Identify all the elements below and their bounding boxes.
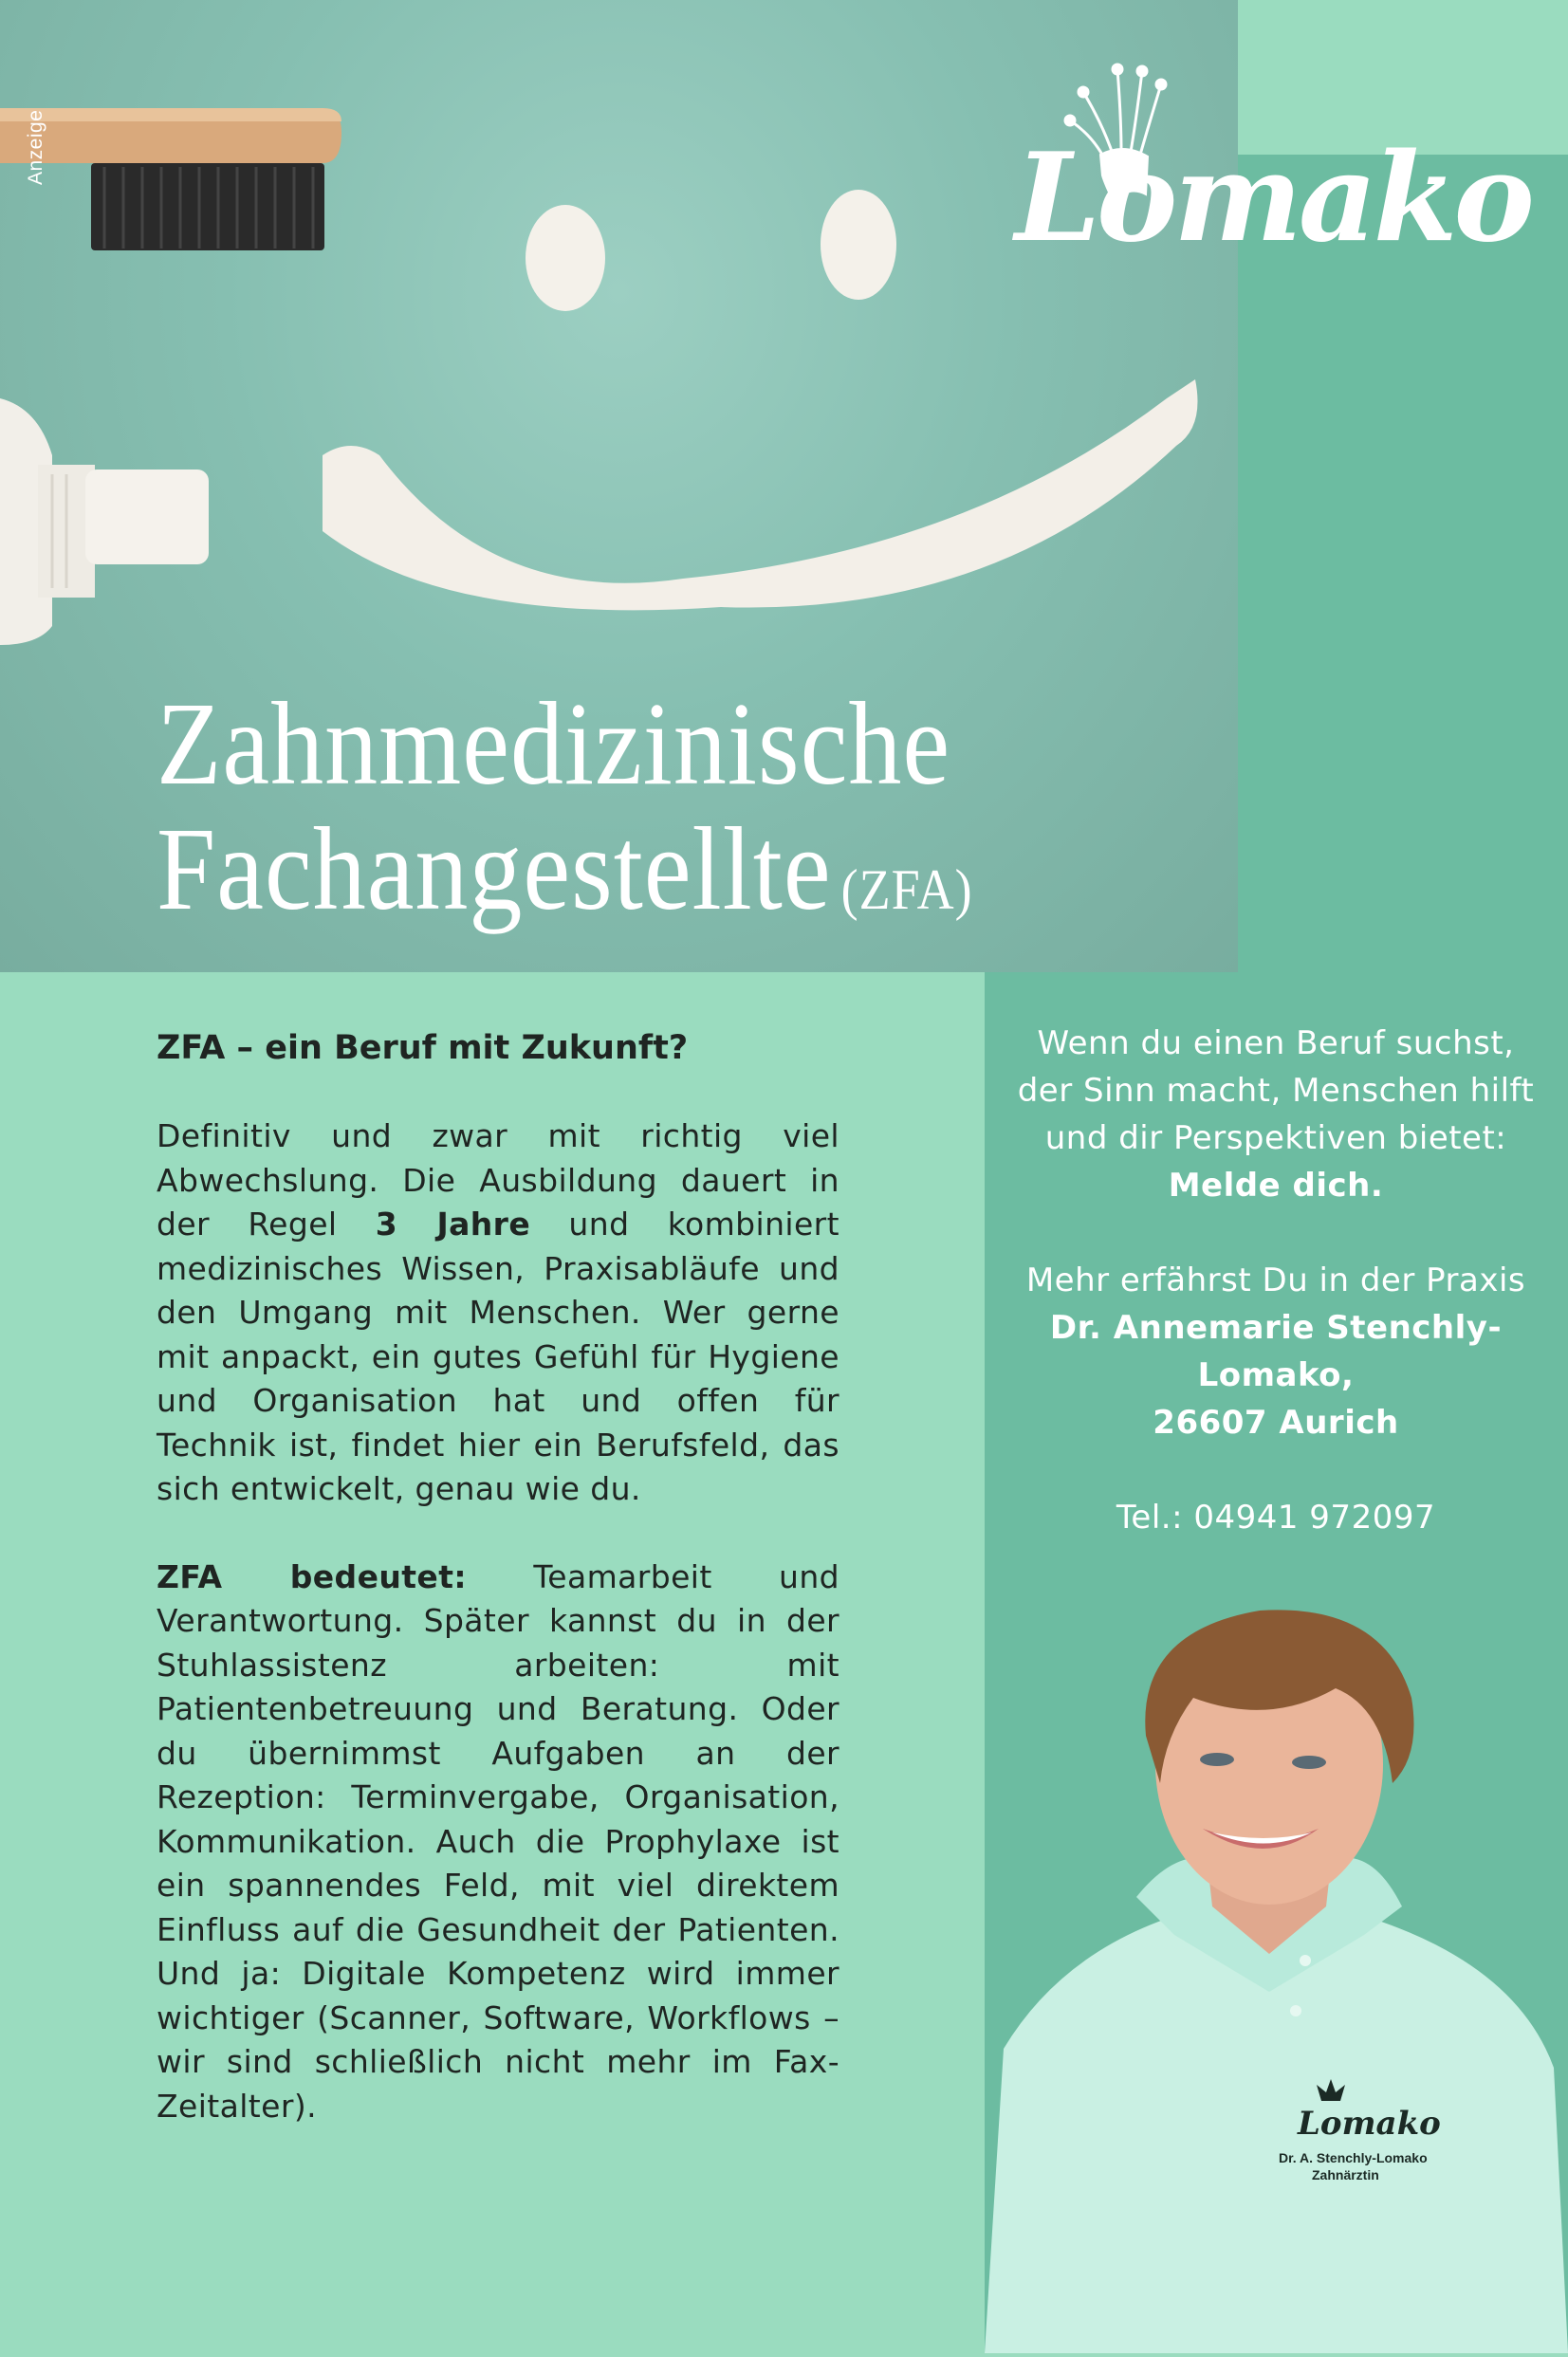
ad-label: Anzeige: [25, 109, 46, 185]
practice-info: [1015, 1257, 1537, 1446]
cta-intro: Wenn du einen Beruf suchst, der Sinn macht, Menschen hilft und dir Perspektiven bietet:: [1017, 1024, 1535, 1157]
svg-text:Zahnärztin: Zahnärztin: [1312, 2167, 1379, 2182]
headline-line-2: [157, 803, 973, 936]
headline-abbreviation: (ZFA): [840, 857, 973, 922]
practice-name: Dr. Annemarie Stenchly-Lomako,: [1049, 1309, 1503, 1394]
phone-number[interactable]: Tel.: 04941 972097: [1116, 1499, 1436, 1537]
toothpaste-tube-icon: [0, 398, 209, 645]
call-to-action: [1015, 1020, 1537, 1209]
svg-text:Dr. A. Stenchly-Lomako: Dr. A. Stenchly-Lomako: [1279, 2150, 1428, 2165]
paragraph-text: Teamarbeit und Verantwortung. Später kannst du in der Stuhlassistenz arbeiten: mit Patientenbetreuung und Beratung. Oder du übernimmst Aufgaben an der Rezeption: Terminvergabe, Organisation, Kommunikation. Auch die Prophylaxe ist ein spannendes Feld, mit viel direktem Einfluss auf die Gesundheit der Patienten. Und ja: Digitale Kompetenz wird immer wichtiger (Scanner, Software, Workflows – wir sind schließlich nicht mehr im Fax-Zeitalter).: [157, 1557, 839, 2125]
section-heading: ZFA – ein Beruf mit Zukunft?: [157, 1029, 689, 1067]
toothpaste-blob-right: [821, 190, 896, 300]
toothpaste-blob-left: [526, 205, 605, 311]
paragraph-meaning: [157, 1556, 839, 2129]
paragraph-text: und kombiniert medizinisches Wissen, Praxisabläufe und den Umgang mit Menschen. Wer gerne mit anpackt, ein gutes Gefühl für Hygiene und Organisation hat und offen für Technik ist, findet hier ein Berufsfeld, das sich entwickelt, genau wie du.: [157, 1206, 839, 1507]
cta-label: Melde dich.: [1168, 1167, 1384, 1205]
svg-text:Lomako: Lomako: [1298, 2105, 1441, 2143]
paragraph-lead: ZFA bedeutet:: [157, 1557, 467, 1595]
paragraph-intro: [157, 1114, 839, 1512]
toothpaste-smile: [323, 379, 1198, 610]
training-duration: 3 Jahre: [375, 1206, 531, 1243]
brand-wordmark: Lomako: [1015, 127, 1531, 269]
practice-prefix: Mehr erfährst Du in der Praxis: [1025, 1261, 1526, 1299]
practice-address: 26607 Aurich: [1153, 1404, 1399, 1442]
headline-line-1: Zahnmedizinische: [157, 678, 951, 811]
job-description: [157, 1024, 839, 2172]
headline-word: Fachangestellte: [157, 803, 832, 936]
toothbrush-icon: [0, 108, 341, 250]
contact-info: [1015, 1020, 1537, 1589]
portrait-illustration: [985, 1593, 1568, 2353]
brand-logo: [1015, 33, 1531, 346]
paragraph-text: Definitiv und zwar mit richtig viel Abwechslung. Die Ausbildung dauert in der Regel: [157, 1117, 839, 1243]
dentist-portrait: [985, 1593, 1568, 2353]
